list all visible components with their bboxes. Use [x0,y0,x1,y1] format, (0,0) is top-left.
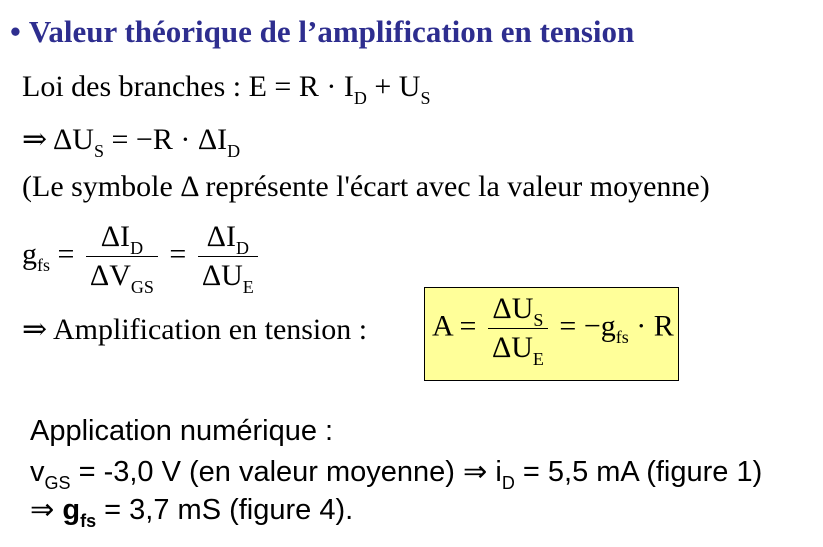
eq-part: = [169,237,187,271]
subscript: GS [44,473,71,493]
eq-part: = [57,237,75,271]
subscript: fs [615,327,629,348]
gfs-definition [22,220,262,297]
amplification-label: Amplification en tension : [53,313,368,346]
eq-part: ΔU [491,331,533,364]
fraction-2 [198,220,258,297]
eq-part: = 3,7 mS (figure 4). [96,494,354,526]
eq-part: · R [636,309,674,343]
eq-part: ΔI [206,220,236,253]
subscript: GS [130,277,154,297]
branch-law-line [22,70,431,108]
eq-part: = −R · ΔI [111,123,228,156]
subscript: D [501,473,515,493]
subscript: S [533,310,544,330]
eq-part: g [62,494,81,526]
fraction-1 [86,220,158,297]
subscript: E [242,277,254,297]
eq-part: v [30,456,45,488]
implies-arrow: ⇒ [30,494,55,526]
subscript: E [532,349,544,369]
implies-arrow: ⇒ [22,313,48,346]
fraction-amplification [488,292,548,369]
fraction-numerator [488,292,548,329]
fraction-denominator [488,329,548,369]
amplification-label-line [22,312,367,347]
eq-part: = −g [559,309,616,343]
fraction-denominator [86,257,158,297]
result-formula [432,292,674,369]
fraction-denominator [198,257,258,297]
eq-part: ΔU [201,259,243,292]
subscript: D [353,88,367,108]
eq-part: ΔV [89,259,131,292]
subscript: S [420,88,431,108]
eq-part: ΔU [53,123,94,156]
eq-part: A = [432,309,477,343]
subscript: fs [80,511,97,531]
application-heading: Application numérique : [30,415,334,447]
eq-part: = -3,0 V (en valeur moyenne) ⇒ i [70,456,502,488]
implies-arrow: ⇒ [22,123,48,156]
eq-part: E = R · I [248,70,354,103]
eq-part: ΔU [492,292,534,325]
application-line-2 [30,492,354,531]
section-title [10,14,634,50]
subscript: D [130,238,144,258]
bullet: • [10,14,21,49]
fraction-numerator [86,220,158,257]
subscript: fs [37,255,50,276]
eq-part: g [22,237,37,271]
subscript: S [93,141,104,161]
delta-us-line [22,122,241,161]
branch-law-label: Loi des branches : [22,70,242,103]
subscript: D [227,141,241,161]
subscript: D [235,238,249,258]
eq-part: = 5,5 mA (figure 1) [514,456,763,488]
title-text: Valeur théorique de l’amplification en tension [28,14,635,49]
application-line-1 [30,454,763,493]
eq-part: ΔI [100,220,131,253]
delta-note: (Le symbole Δ représente l'écart avec la valeur moyenne) [22,170,710,203]
fraction-numerator [198,220,258,257]
eq-part: + U [366,70,421,103]
